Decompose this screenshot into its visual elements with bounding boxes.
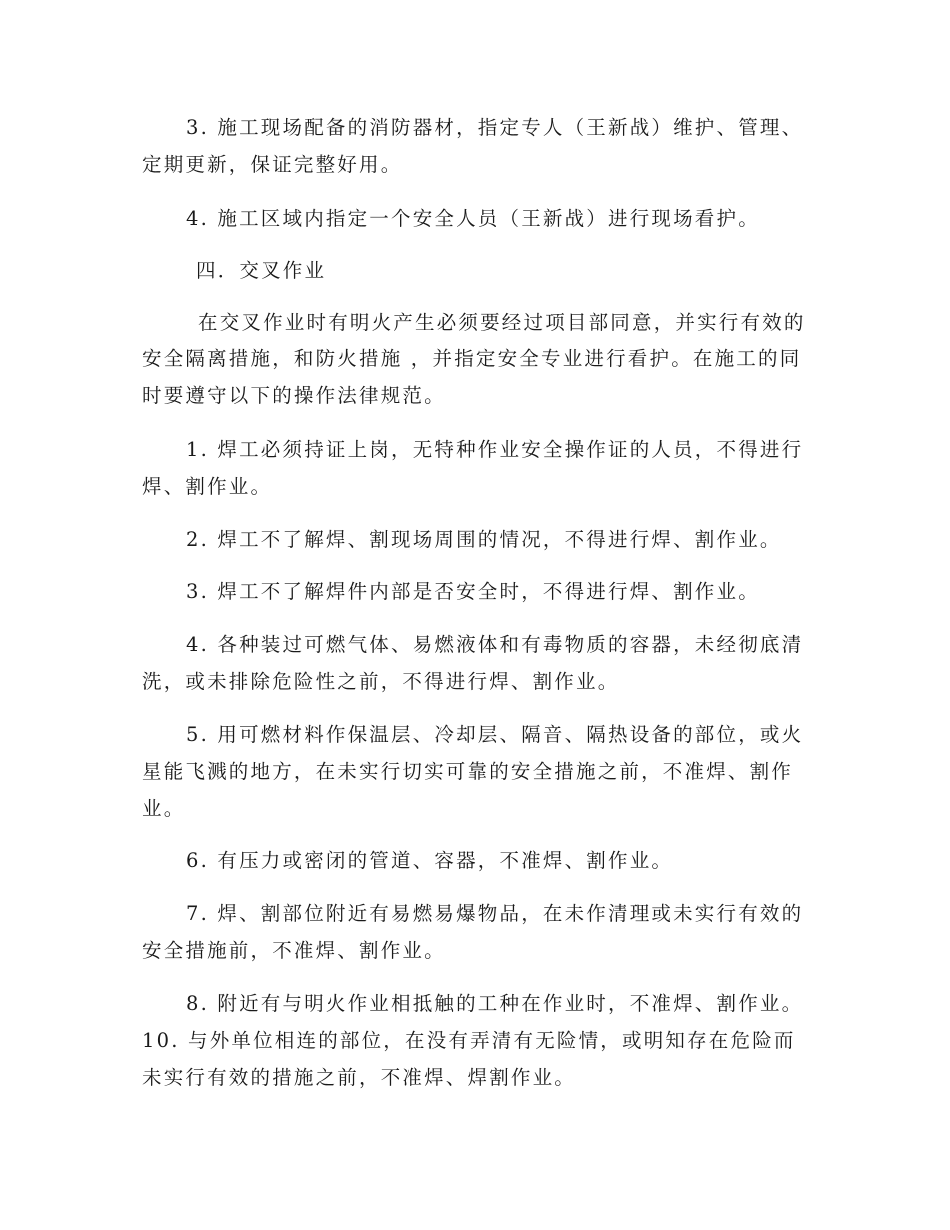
rule-5-line-3: 业。 xyxy=(142,797,186,820)
rule-4-line-1: 4. 各种装过可燃气体、易燃液体和有毒物质的容器，未经彻底清 xyxy=(186,633,804,656)
rule-2-line-1: 2. 焊工不了解焊、割现场周围的情况，不得进行焊、割作业。 xyxy=(186,528,782,551)
rule-6-line-1: 6. 有压力或密闭的管道、容器，不准焊、割作业。 xyxy=(186,849,674,872)
intro-line-2: 安全隔离措施，和防火措施 ，并指定安全专业进行看护。在施工的同 xyxy=(142,347,802,370)
rule-5-line-2: 星能飞溅的地方，在未实行切实可靠的安全措施之前，不准焊、割作 xyxy=(142,760,794,783)
rule-1-line-2: 焊、割作业。 xyxy=(142,475,273,498)
item-3-line-1: 3. 施工现场配备的消防器材，指定专人（王新战）维护、管理、 xyxy=(186,116,804,139)
rule-7-line-1: 7. 焊、割部位附近有易燃易爆物品，在未作清理或未实行有效的 xyxy=(186,902,804,925)
section-heading: 四．交叉作业 xyxy=(196,259,327,282)
item-3-line-2: 定期更新，保证完整好用。 xyxy=(142,153,403,176)
rule-5-line-1: 5. 用可燃材料作保温层、冷却层、隔音、隔热设备的部位，或火 xyxy=(186,723,804,746)
rule-4-line-2: 洗，或未排除危险性之前，不得进行焊、割作业。 xyxy=(142,670,620,693)
intro-line-1: 在交叉作业时有明火产生必须要经过项目部同意，并实行有效的 xyxy=(198,311,806,334)
rule-7-line-2: 安全措施前，不准焊、割作业。 xyxy=(142,939,446,962)
rule-3-line-1: 3. 焊工不了解焊件内部是否安全时，不得进行焊、割作业。 xyxy=(186,580,760,603)
rule-8-line-1: 8. 附近有与明火作业相抵触的工种在作业时，不准焊、割作业。 xyxy=(186,992,804,1015)
intro-line-3: 时要遵守以下的操作法律规范。 xyxy=(142,384,446,407)
rule-1-line-1: 1. 焊工必须持证上岗，无特种作业安全操作证的人员，不得进行 xyxy=(186,438,804,461)
rule-10-line-2: 未实行有效的措施之前，不准焊、焊割作业。 xyxy=(142,1066,577,1089)
rule-10-line-1: 10. 与外单位相连的部位，在没有弄清有无险情，或明知存在危险而 xyxy=(142,1029,796,1052)
item-4-line-1: 4. 施工区域内指定一个安全人员（王新战）进行现场看护。 xyxy=(186,207,760,230)
